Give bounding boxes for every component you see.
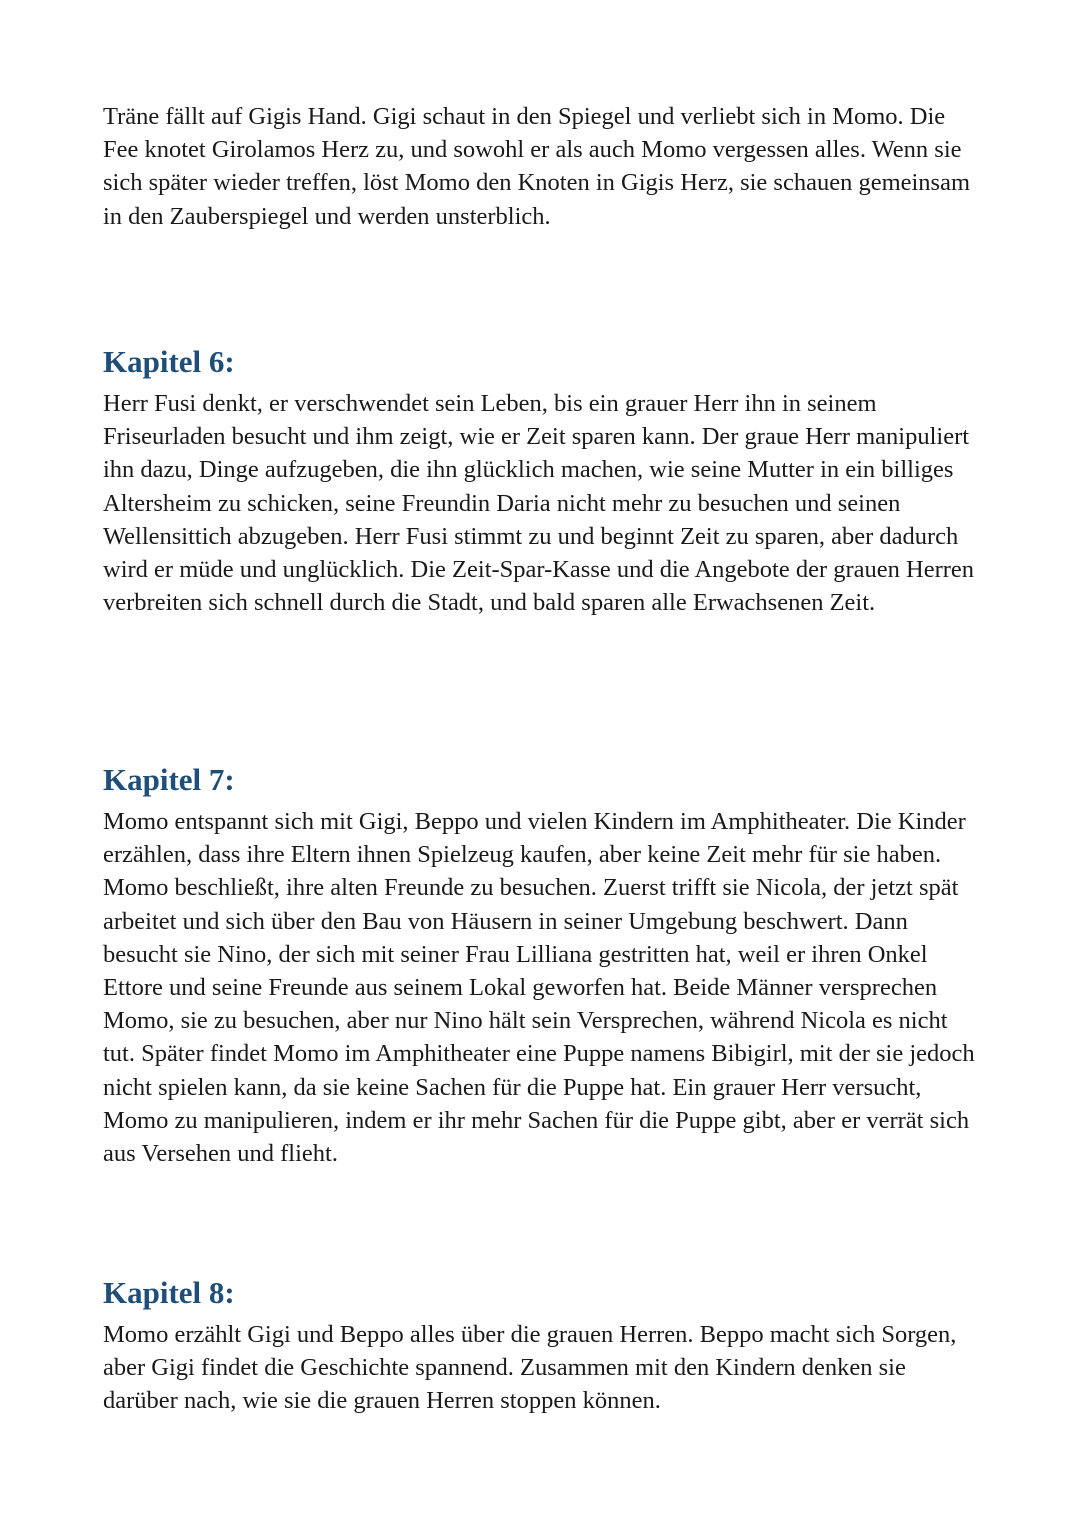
chapter-6-text: Herr Fusi denkt, er verschwendet sein Leben, bis ein grauer Herr ihn in seinem Friseurladen besucht und ihm zeigt, wie er Zeit sparen kann. Der graue Herr manipuliert ihn dazu, Dinge aufzugeben, die ihn glücklich machen, wie seine Mutter in ein billiges Altersheim zu schicken, seine Freundin Daria nicht mehr zu besuchen und seinen Wellensittich abzugeben. Herr Fusi stimmt zu und beginnt Zeit zu sparen, aber dadurch wird er müde und unglücklich. Die Zeit-Spar-Kasse und die Angebote der grauen Herren verbreiten sich schnell durch die Stadt, und bald sparen alle Erwachsenen Zeit. bbox=[103, 390, 975, 617]
chapter-7-heading: Kapitel 7: bbox=[103, 762, 235, 797]
chapter-8-text: Momo erzählt Gigi und Beppo alles über die grauen Herren. Beppo macht sich Sorgen, aber Gigi findet die Geschichte spannend. Zusammen mit den Kindern denken sie darüber nach, wie sie die grauen Herren stoppen können. bbox=[103, 1321, 957, 1415]
chapter-6-heading: Kapitel 6: bbox=[103, 344, 235, 379]
intro-paragraph: Träne fällt auf Gigis Hand. Gigi schaut in den Spiegel und verliebt sich in Momo. Die Fee knotet Girolamos Herz zu, und sowohl er als auch Momo vergessen alles. Wenn sie sich später wieder treffen, löst Momo den Knoten in Gigis Herz, sie schauen gemeinsam in den Zauberspiegel und werden unsterblich. bbox=[103, 103, 971, 230]
chapter-8-heading: Kapitel 8: bbox=[103, 1275, 235, 1310]
chapter-7-text: Momo entspannt sich mit Gigi, Beppo und vielen Kindern im Amphitheater. Die Kinder erzählen, dass ihre Eltern ihnen Spielzeug kaufen, aber keine Zeit mehr für sie haben. Momo beschließt, ihre alten Freunde zu besuchen. Zuerst trifft sie Nicola, der jetzt spät arbeitet und sich über den Bau von Häusern in seiner Umgebung beschwert. Dann besucht sie Nino, der sich mit seiner Frau Lilliana gestritten hat, weil er ihren Onkel Ettore und seine Freunde aus seinem Lokal geworfen hat. Beide Männer versprechen Momo, sie zu besuchen, aber nur Nino hält sein Versprechen, während Nicola es nicht tut. Später findet Momo im Amphitheater eine Puppe namens Bibigirl, mit der sie jedoch nicht spielen kann, da sie keine Sachen für die Puppe hat. Ein grauer Herr versucht, Momo zu manipulieren, indem er ihr mehr Sachen für die Puppe gibt, aber er verrät sich aus Versehen und flieht. bbox=[103, 808, 975, 1168]
